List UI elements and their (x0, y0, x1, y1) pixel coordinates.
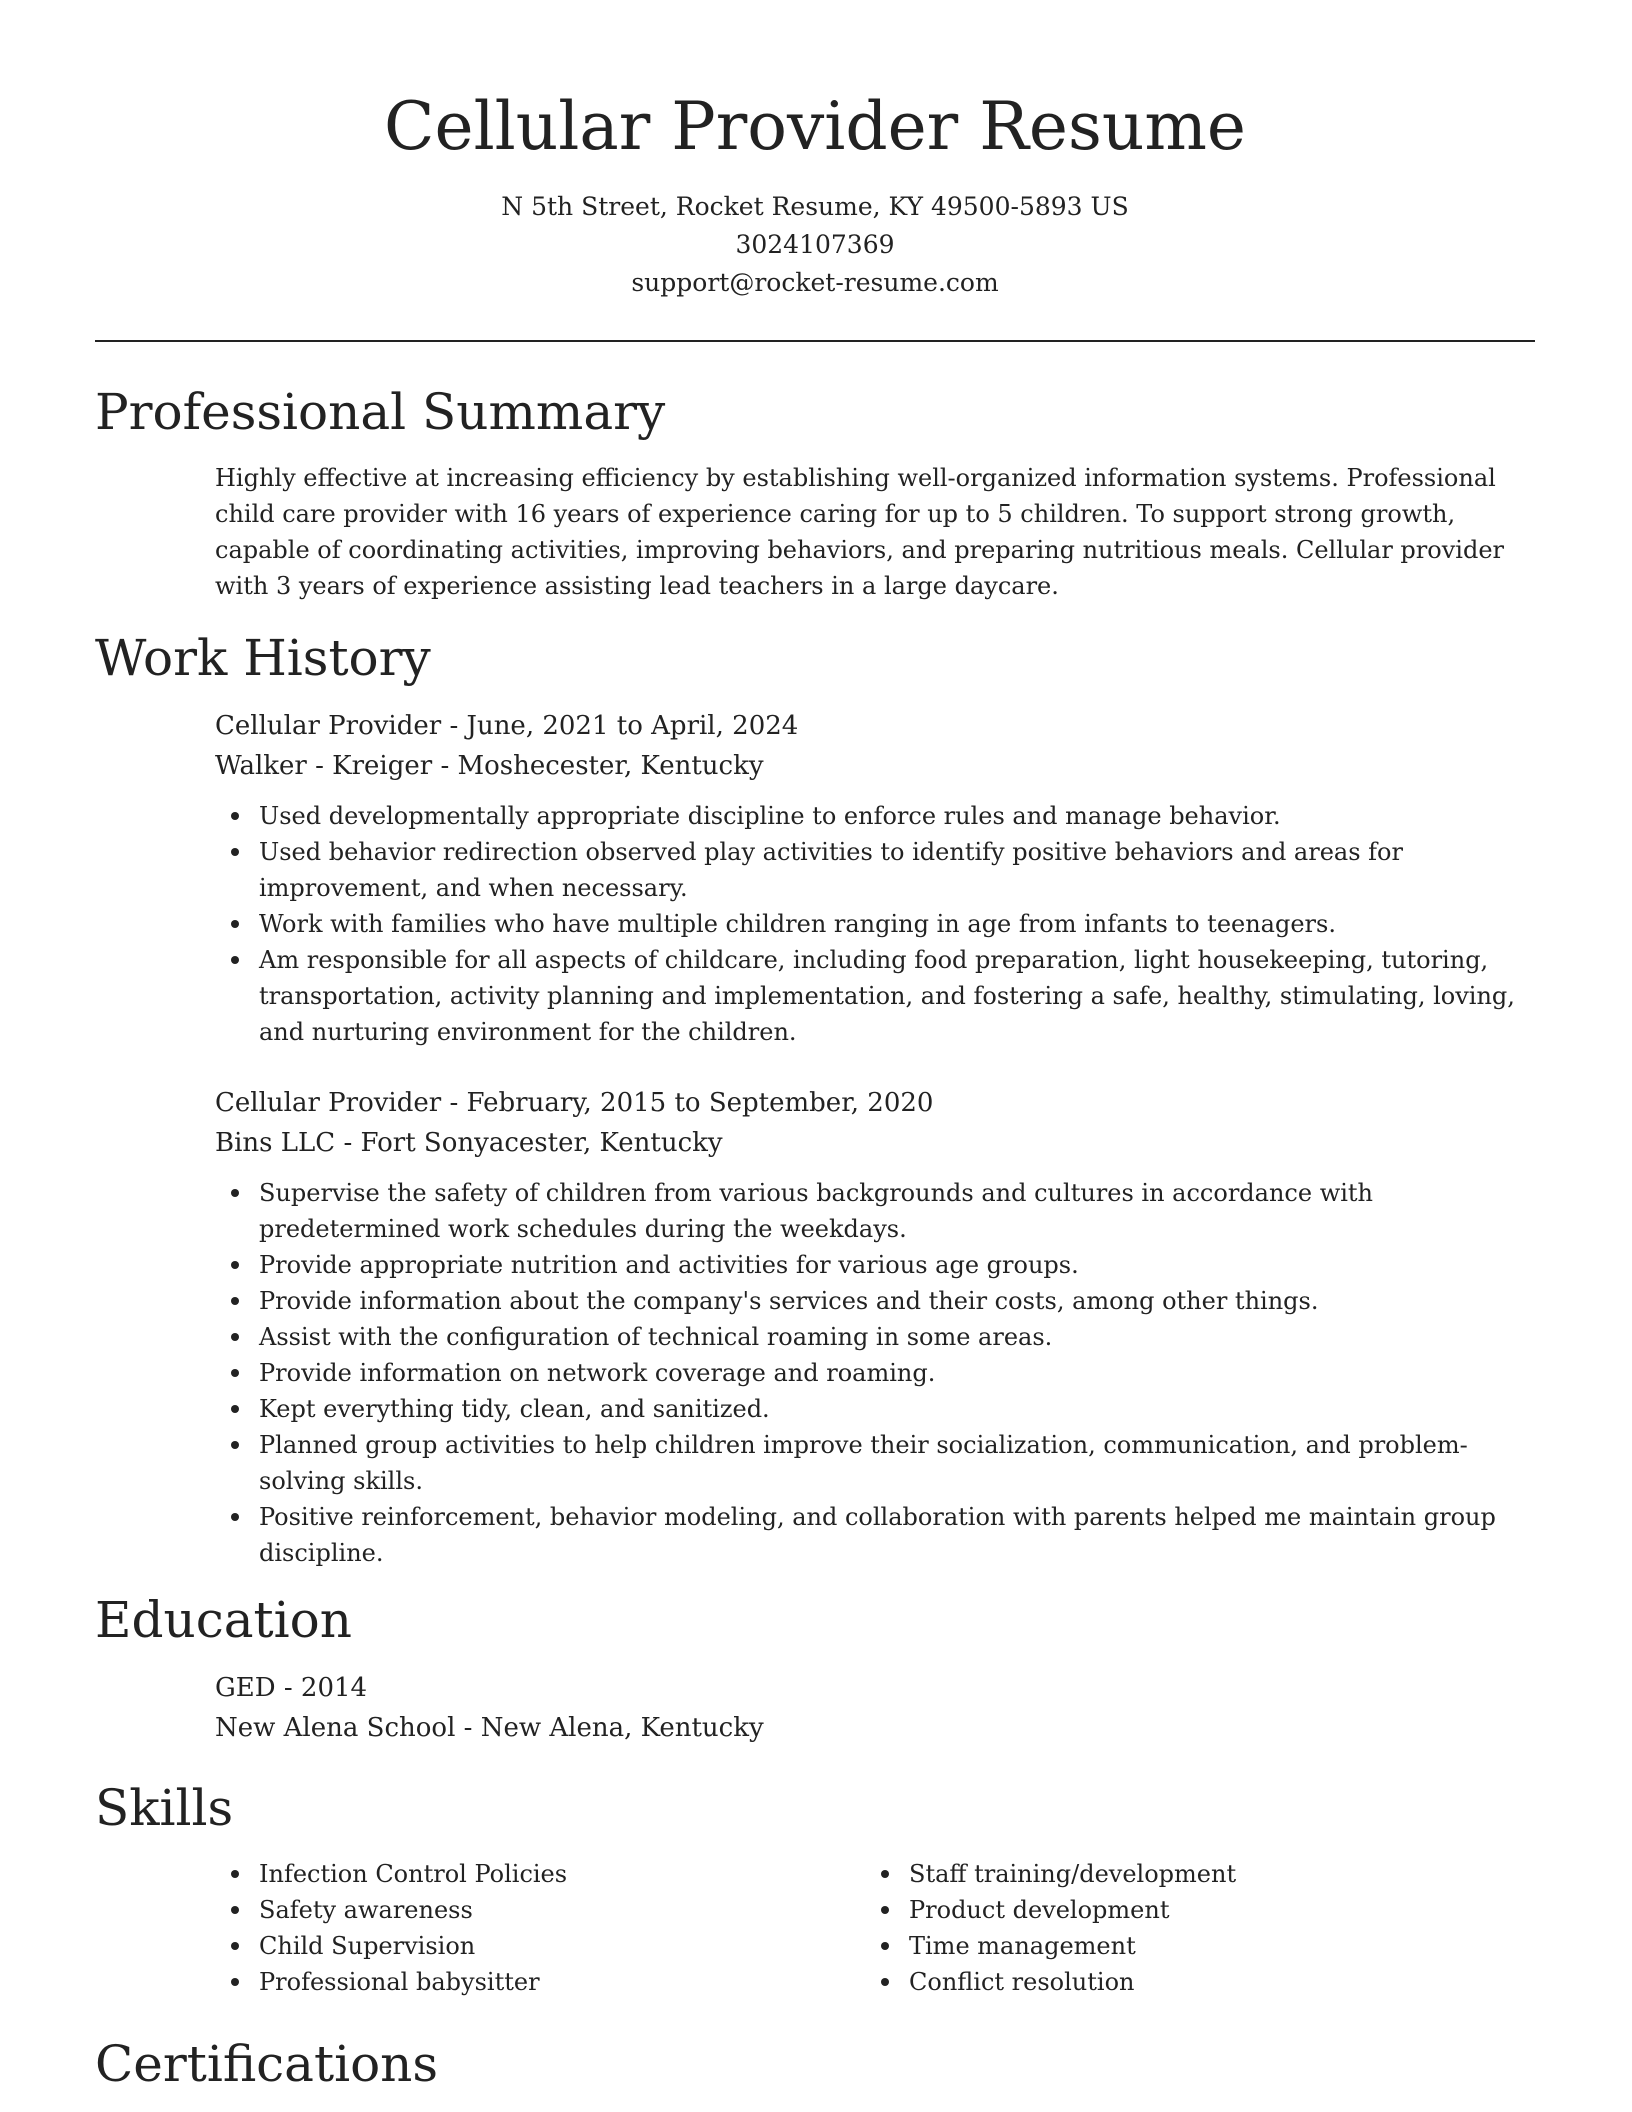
education-heading: Education (95, 1591, 352, 1649)
list-item: Used developmentally appropriate discipline to enforce rules and manage behavior. (259, 798, 1535, 834)
skill-item: Product development (909, 1892, 1465, 1928)
skill-item: Infection Control Policies (259, 1856, 815, 1892)
list-item: Supervise the safety of children from various backgrounds and cultures in accordance with predetermined work schedules during the weekdays. (259, 1175, 1535, 1247)
list-item: Provide appropriate nutrition and activities for various age groups. (259, 1247, 1535, 1283)
skill-item: Staff training/development (909, 1856, 1465, 1892)
education-entry (215, 1668, 1535, 1748)
job-company-location: Walker - Kreiger - Moshecester, Kentucky (215, 751, 764, 781)
list-item: Provide information about the company's services and their costs, among other things. (259, 1283, 1535, 1319)
skill-item: Safety awareness (259, 1892, 815, 1928)
skills-block (215, 1856, 1535, 2006)
certifications-heading: Certifications (95, 2035, 439, 2093)
list-item: Work with families who have multiple children ranging in age from infants to teenagers. (259, 906, 1535, 942)
resume-header (95, 80, 1535, 302)
list-item: Kept everything tidy, clean, and sanitized. (259, 1391, 1535, 1427)
skills-column-left (215, 1856, 815, 2000)
skills-column-right (865, 1856, 1465, 2000)
job-company-location: Bins LLC - Fort Sonyacester, Kentucky (215, 1128, 723, 1158)
degree-year: GED - 2014 (215, 1673, 368, 1703)
skill-item: Child Supervision (259, 1928, 815, 1964)
summary-text: Highly effective at increasing efficiency by establishing well-organized information systems. Professional child care provider with 16 years of experience caring for up to 5 children. To support strong growth, capable of coordinating activities, improving behaviors, and preparing nutritious meals. Cellular provider with 3 years of experience assisting lead teachers in a large daycare. (215, 464, 1504, 600)
job-title-dates: Cellular Provider - February, 2015 to September, 2020 (215, 1088, 934, 1118)
summary-block (215, 460, 1535, 604)
contact-info (95, 188, 1535, 302)
job-duties-list (215, 1175, 1535, 1571)
summary-heading: Professional Summary (95, 383, 666, 441)
list-item: Positive reinforcement, behavior modeling, and collaboration with parents helped me maintain group discipline. (259, 1499, 1535, 1571)
email: support@rocket-resume.com (631, 268, 999, 297)
job-entry (215, 1083, 1535, 1571)
skills-list (865, 1856, 1465, 2000)
page-title: Cellular Provider Resume (384, 88, 1246, 165)
list-item: Provide information on network coverage and roaming. (259, 1355, 1535, 1391)
list-item: Am responsible for all aspects of childcare, including food preparation, light housekeeping, tutoring, transportation, activity planning and implementation, and fostering a safe, healthy, stimulating, loving, and nurturing environment for the children. (259, 942, 1535, 1050)
skills-list (215, 1856, 815, 2000)
list-item: Used behavior redirection observed play activities to identify positive behaviors and areas for improvement, and when necessary. (259, 834, 1535, 906)
skill-item: Professional babysitter (259, 1964, 815, 2000)
list-item: Assist with the configuration of technical roaming in some areas. (259, 1319, 1535, 1355)
skill-item: Time management (909, 1928, 1465, 1964)
skills-heading: Skills (95, 1779, 234, 1837)
job-entry (215, 706, 1535, 1050)
header-divider (95, 340, 1535, 342)
phone: 3024107369 (735, 230, 895, 259)
skill-item: Conflict resolution (909, 1964, 1465, 2000)
school-location: New Alena School - New Alena, Kentucky (215, 1713, 764, 1743)
work-history-heading: Work History (95, 629, 431, 687)
list-item: Planned group activities to help children improve their socialization, communication, and problem-solving skills. (259, 1427, 1535, 1499)
address: N 5th Street, Rocket Resume, KY 49500-5893 US (501, 192, 1129, 221)
job-duties-list (215, 798, 1535, 1050)
job-title-dates: Cellular Provider - June, 2021 to April, 2024 (215, 711, 799, 741)
